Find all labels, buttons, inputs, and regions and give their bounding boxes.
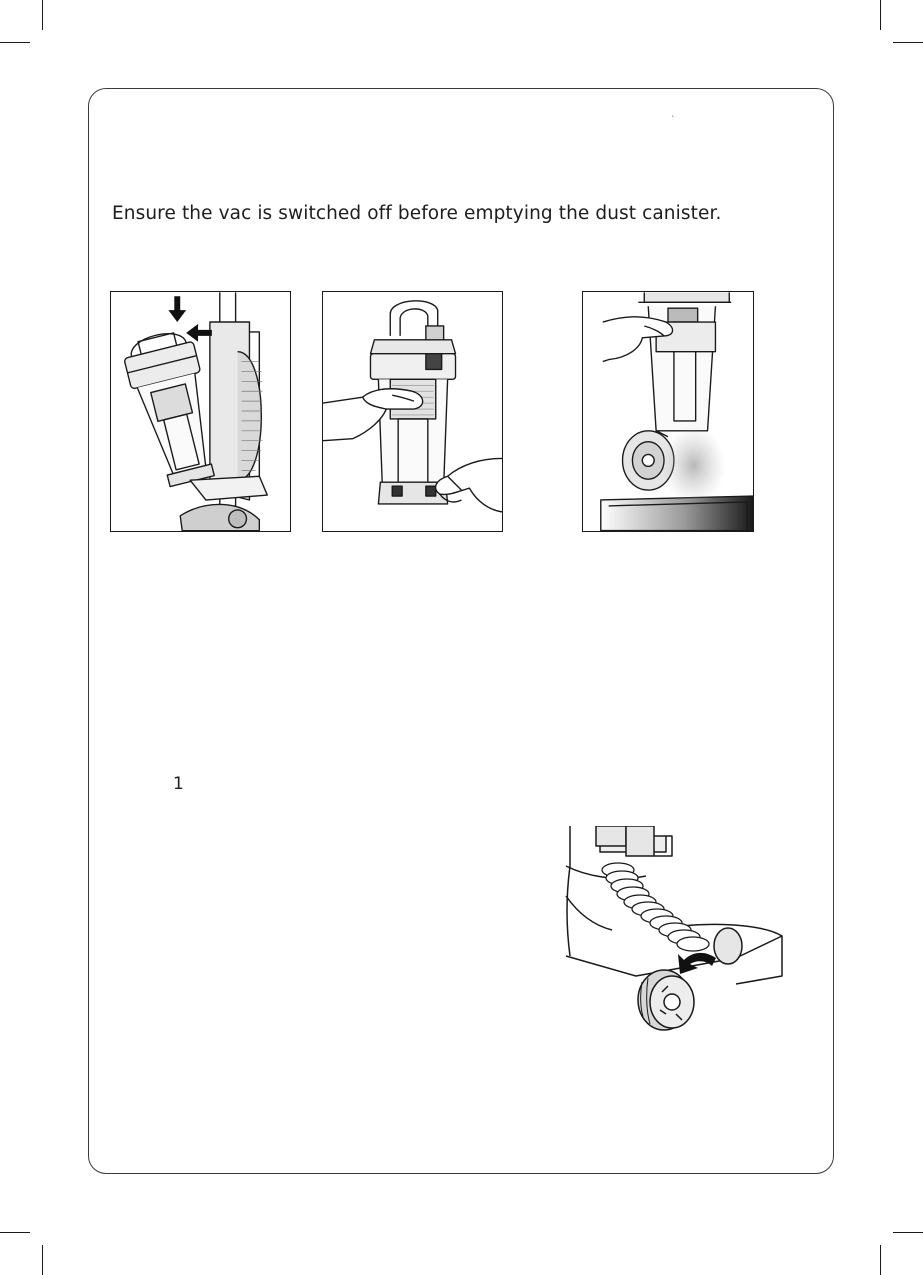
- top-mark: `: [671, 115, 675, 124]
- illustration-open-canister-base: [322, 291, 503, 532]
- crop-mark-bottom-right-h: [893, 1232, 923, 1233]
- crop-mark-top-right-v: [880, 0, 881, 30]
- safety-instruction: Ensure the vac is switched off before emptying the dust canister.: [112, 203, 722, 224]
- crop-mark-bottom-left-v: [42, 1245, 43, 1275]
- crop-mark-bottom-left-h: [0, 1232, 30, 1233]
- hose-connection-drawing: [556, 826, 786, 1050]
- illustration-empty-into-bin: [582, 291, 754, 532]
- open-canister-base-drawing: [323, 292, 502, 531]
- release-canister-drawing: [111, 292, 290, 531]
- illustration-hose-connection: [556, 826, 786, 1050]
- empty-into-bin-drawing: [583, 292, 753, 531]
- crop-mark-top-left-h: [0, 42, 30, 43]
- crop-mark-top-left-v: [42, 0, 43, 30]
- step-number: 1: [173, 774, 184, 794]
- crop-mark-top-right-h: [893, 42, 923, 43]
- crop-mark-bottom-right-v: [880, 1245, 881, 1275]
- illustration-release-canister: [110, 291, 291, 532]
